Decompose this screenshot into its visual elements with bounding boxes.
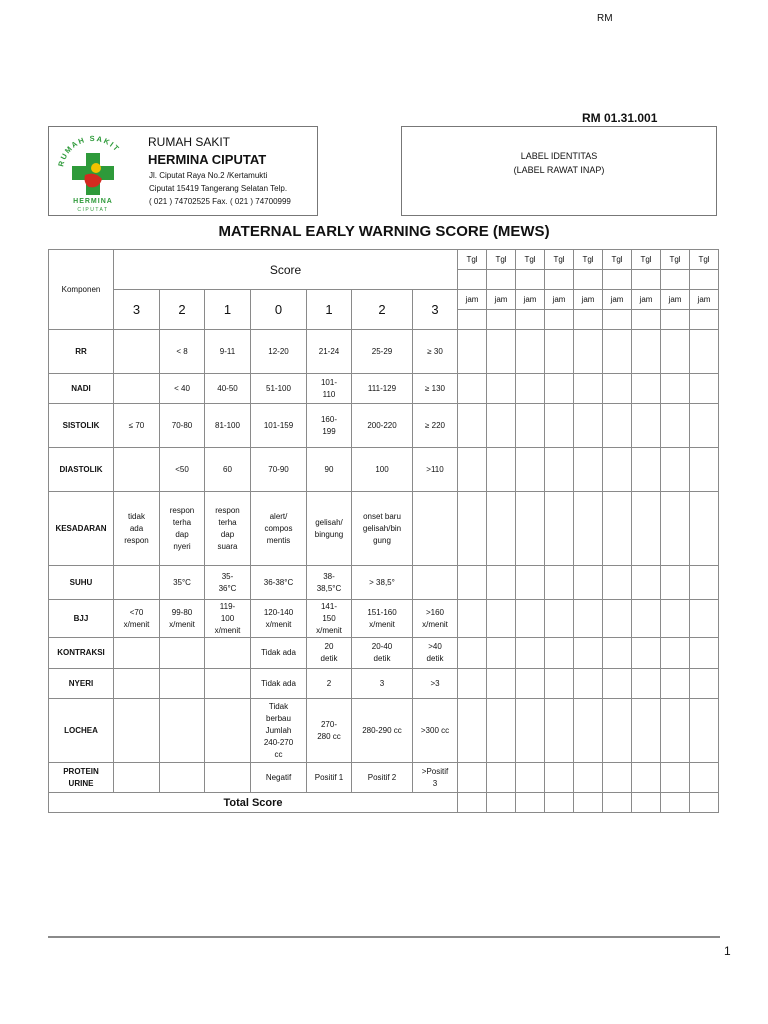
score-entry-cell[interactable]: [661, 669, 690, 699]
criteria-cell: 36-38°C: [251, 566, 307, 600]
score-entry-cell[interactable]: [690, 638, 719, 669]
score-value: 1: [307, 290, 352, 330]
score-entry-cell[interactable]: [487, 669, 516, 699]
criteria-cell: onset baru gelisah/bin gung: [352, 492, 413, 566]
tgl-input-cell[interactable]: [516, 270, 545, 290]
tgl-header: Tgl: [661, 250, 690, 270]
score-entry-cell[interactable]: [632, 763, 661, 793]
label-identitas: LABEL IDENTITAS: [520, 151, 598, 161]
komponen-label: SUHU: [49, 566, 114, 600]
score-entry-cell[interactable]: [632, 699, 661, 763]
score-entry-cell[interactable]: [545, 404, 574, 448]
criteria-cell: 160- 199: [307, 404, 352, 448]
score-entry-cell[interactable]: [487, 330, 516, 374]
criteria-cell: [160, 699, 205, 763]
score-entry-cell[interactable]: [545, 699, 574, 763]
score-entry-cell[interactable]: [458, 669, 487, 699]
criteria-cell: 151-160 x/menit: [352, 600, 413, 638]
criteria-cell: > 38,5°: [352, 566, 413, 600]
criteria-cell: 9-11: [205, 330, 251, 374]
criteria-cell: [205, 699, 251, 763]
score-entry-cell[interactable]: [545, 448, 574, 492]
tgl-input-cell[interactable]: [603, 270, 632, 290]
criteria-cell: Tidak berbau Jumlah 240-270 cc: [251, 699, 307, 763]
criteria-cell: [114, 448, 160, 492]
score-entry-cell[interactable]: [603, 492, 632, 566]
score-entry-cell[interactable]: [574, 330, 603, 374]
total-score-cell[interactable]: [545, 793, 574, 813]
jam-input-cell[interactable]: [574, 310, 603, 330]
score-entry-cell[interactable]: [574, 600, 603, 638]
svg-text:HERMINA: HERMINA: [73, 198, 113, 205]
total-score-cell[interactable]: [516, 793, 545, 813]
score-entry-cell[interactable]: [545, 566, 574, 600]
total-score-cell[interactable]: [603, 793, 632, 813]
score-entry-cell[interactable]: [458, 638, 487, 669]
tgl-input-cell[interactable]: [661, 270, 690, 290]
table-row: [49, 600, 719, 638]
score-entry-cell[interactable]: [545, 638, 574, 669]
criteria-cell: [205, 763, 251, 793]
page-number: 1: [724, 944, 731, 958]
score-entry-cell[interactable]: [458, 600, 487, 638]
criteria-cell: 90: [307, 448, 352, 492]
score-entry-cell[interactable]: [458, 566, 487, 600]
score-entry-cell[interactable]: [458, 448, 487, 492]
score-entry-cell[interactable]: [516, 638, 545, 669]
score-entry-cell[interactable]: [632, 600, 661, 638]
score-entry-cell[interactable]: [661, 638, 690, 669]
criteria-cell: ≥ 220: [413, 404, 458, 448]
komponen-label: LOCHEA: [49, 699, 114, 763]
criteria-cell: 141- 150 x/menit: [307, 600, 352, 638]
svg-text:RUMAH SAKIT: RUMAH SAKIT: [56, 133, 122, 168]
criteria-cell: [114, 699, 160, 763]
criteria-cell: Negatif: [251, 763, 307, 793]
header-row-tgl: [49, 250, 719, 270]
komponen-label: PROTEIN URINE: [49, 763, 114, 793]
jam-input-cell[interactable]: [661, 310, 690, 330]
jam-input-cell[interactable]: [458, 310, 487, 330]
total-score-cell[interactable]: [487, 793, 516, 813]
criteria-cell: [160, 638, 205, 669]
score-entry-cell[interactable]: [545, 492, 574, 566]
score-entry-cell[interactable]: [661, 330, 690, 374]
table-row: [49, 404, 719, 448]
criteria-cell: 270- 280 cc: [307, 699, 352, 763]
criteria-cell: >160 x/menit: [413, 600, 458, 638]
score-entry-cell[interactable]: [487, 448, 516, 492]
score-entry-cell[interactable]: [516, 330, 545, 374]
total-score-row: [49, 793, 719, 813]
criteria-cell: respon terha dap nyeri: [160, 492, 205, 566]
criteria-cell: 35°C: [160, 566, 205, 600]
criteria-cell: 3: [352, 669, 413, 699]
score-entry-cell[interactable]: [632, 669, 661, 699]
criteria-cell: 101- 110: [307, 374, 352, 404]
tgl-input-cell[interactable]: [487, 270, 516, 290]
score-entry-cell[interactable]: [690, 699, 719, 763]
header-row-scores: [49, 290, 719, 310]
hospital-header: [48, 126, 318, 216]
total-score-cell[interactable]: [632, 793, 661, 813]
score-entry-cell[interactable]: [661, 448, 690, 492]
table-row: [49, 699, 719, 763]
tgl-header: Tgl: [516, 250, 545, 270]
rm-top-label: RM: [597, 13, 613, 24]
criteria-cell: < 40: [160, 374, 205, 404]
jam-input-cell[interactable]: [516, 310, 545, 330]
criteria-cell: 101-159: [251, 404, 307, 448]
criteria-cell: ≥ 130: [413, 374, 458, 404]
criteria-cell: ≤ 70: [114, 404, 160, 448]
score-entry-cell[interactable]: [661, 763, 690, 793]
total-score-cell[interactable]: [574, 793, 603, 813]
komponen-label: BJJ: [49, 600, 114, 638]
score-entry-cell[interactable]: [632, 448, 661, 492]
criteria-cell: 12-20: [251, 330, 307, 374]
label-rawat-inap: (LABEL RAWAT INAP): [513, 165, 605, 175]
tgl-input-cell[interactable]: [458, 270, 487, 290]
tgl-input-cell[interactable]: [574, 270, 603, 290]
score-entry-cell[interactable]: [487, 763, 516, 793]
table-row: [49, 448, 719, 492]
table-row: [49, 374, 719, 404]
score-value: 3: [114, 290, 160, 330]
criteria-cell: [160, 669, 205, 699]
tgl-header: Tgl: [632, 250, 661, 270]
criteria-cell: tidak ada respon: [114, 492, 160, 566]
score-value: 0: [251, 290, 307, 330]
score-entry-cell[interactable]: [603, 600, 632, 638]
criteria-cell: [114, 638, 160, 669]
komponen-label: SISTOLIK: [49, 404, 114, 448]
jam-input-cell[interactable]: [603, 310, 632, 330]
score-entry-cell[interactable]: [661, 600, 690, 638]
criteria-cell: < 8: [160, 330, 205, 374]
criteria-cell: 100: [352, 448, 413, 492]
score-entry-cell[interactable]: [574, 374, 603, 404]
mews-table: [48, 249, 719, 813]
score-entry-cell[interactable]: [516, 492, 545, 566]
criteria-cell: respon terha dap suara: [205, 492, 251, 566]
score-entry-cell[interactable]: [661, 566, 690, 600]
criteria-cell: >3: [413, 669, 458, 699]
komponen-label: RR: [49, 330, 114, 374]
table-row: [49, 669, 719, 699]
score-heading: Score: [114, 250, 458, 290]
score-entry-cell[interactable]: [487, 404, 516, 448]
score-entry-cell[interactable]: [545, 763, 574, 793]
score-entry-cell[interactable]: [574, 492, 603, 566]
address-line: Ciputat 15419 Tangerang Selatan Telp.: [149, 184, 288, 193]
total-score-label: Total Score: [49, 793, 458, 813]
criteria-cell: gelisah/ bingung: [307, 492, 352, 566]
score-entry-cell[interactable]: [516, 448, 545, 492]
criteria-cell: >40 detik: [413, 638, 458, 669]
score-entry-cell[interactable]: [487, 600, 516, 638]
score-entry-cell[interactable]: [603, 669, 632, 699]
criteria-cell: Positif 1: [307, 763, 352, 793]
footer-divider: [48, 936, 720, 938]
score-entry-cell[interactable]: [574, 448, 603, 492]
criteria-cell: >110: [413, 448, 458, 492]
score-entry-cell[interactable]: [690, 330, 719, 374]
score-entry-cell[interactable]: [487, 638, 516, 669]
score-entry-cell[interactable]: [458, 374, 487, 404]
criteria-cell: 40-50: [205, 374, 251, 404]
score-entry-cell[interactable]: [516, 669, 545, 699]
address-line: Jl. Ciputat Raya No.2 /Kertamukti: [149, 171, 268, 180]
score-entry-cell[interactable]: [690, 566, 719, 600]
table-row: [49, 492, 719, 566]
tgl-header: Tgl: [603, 250, 632, 270]
score-entry-cell[interactable]: [661, 492, 690, 566]
criteria-cell: [160, 763, 205, 793]
jam-header: jam: [603, 290, 632, 310]
komponen-label: KESADARAN: [49, 492, 114, 566]
score-entry-cell[interactable]: [545, 374, 574, 404]
criteria-cell: [114, 330, 160, 374]
address-line: ( 021 ) 74702525 Fax. ( 021 ) 74700999: [149, 197, 291, 206]
score-entry-cell[interactable]: [516, 763, 545, 793]
criteria-cell: 38- 38,5°C: [307, 566, 352, 600]
score-entry-cell[interactable]: [545, 330, 574, 374]
jam-input-cell[interactable]: [545, 310, 574, 330]
jam-header: jam: [545, 290, 574, 310]
score-entry-cell[interactable]: [690, 669, 719, 699]
jam-input-cell[interactable]: [632, 310, 661, 330]
score-entry-cell[interactable]: [661, 404, 690, 448]
hospital-title: RUMAH SAKIT: [148, 135, 231, 149]
score-value: 3: [413, 290, 458, 330]
criteria-cell: 111-129: [352, 374, 413, 404]
jam-header: jam: [661, 290, 690, 310]
criteria-cell: 70-80: [160, 404, 205, 448]
tgl-input-cell[interactable]: [690, 270, 719, 290]
score-entry-cell[interactable]: [516, 566, 545, 600]
komponen-heading: Komponen: [49, 250, 114, 330]
tgl-header: Tgl: [487, 250, 516, 270]
score-entry-cell[interactable]: [603, 374, 632, 404]
criteria-cell: 280-290 cc: [352, 699, 413, 763]
score-value: 2: [160, 290, 205, 330]
criteria-cell: [413, 566, 458, 600]
score-entry-cell[interactable]: [632, 566, 661, 600]
score-entry-cell[interactable]: [690, 600, 719, 638]
komponen-label: NADI: [49, 374, 114, 404]
score-entry-cell[interactable]: [690, 374, 719, 404]
criteria-cell: 21-24: [307, 330, 352, 374]
total-score-cell[interactable]: [458, 793, 487, 813]
score-entry-cell[interactable]: [545, 669, 574, 699]
criteria-cell: <70 x/menit: [114, 600, 160, 638]
score-entry-cell[interactable]: [574, 699, 603, 763]
komponen-label: NYERI: [49, 669, 114, 699]
criteria-cell: 25-29: [352, 330, 413, 374]
jam-header: jam: [516, 290, 545, 310]
criteria-cell: [205, 669, 251, 699]
tgl-header: Tgl: [690, 250, 719, 270]
criteria-cell: 200-220: [352, 404, 413, 448]
score-entry-cell[interactable]: [574, 763, 603, 793]
komponen-label: DIASTOLIK: [49, 448, 114, 492]
score-entry-cell[interactable]: [690, 448, 719, 492]
jam-input-cell[interactable]: [690, 310, 719, 330]
criteria-cell: 20 detik: [307, 638, 352, 669]
score-entry-cell[interactable]: [458, 404, 487, 448]
criteria-cell: 119- 100 x/menit: [205, 600, 251, 638]
criteria-cell: Tidak ada: [251, 669, 307, 699]
criteria-cell: 51-100: [251, 374, 307, 404]
jam-header: jam: [690, 290, 719, 310]
score-entry-cell[interactable]: [516, 600, 545, 638]
criteria-cell: 99-80 x/menit: [160, 600, 205, 638]
score-entry-cell[interactable]: [632, 492, 661, 566]
score-entry-cell[interactable]: [574, 566, 603, 600]
score-entry-cell[interactable]: [574, 404, 603, 448]
criteria-cell: [205, 638, 251, 669]
score-value: 1: [205, 290, 251, 330]
score-entry-cell[interactable]: [603, 566, 632, 600]
criteria-cell: 70-90: [251, 448, 307, 492]
score-entry-cell[interactable]: [458, 330, 487, 374]
score-entry-cell[interactable]: [690, 763, 719, 793]
criteria-cell: 20-40 detik: [352, 638, 413, 669]
criteria-cell: 60: [205, 448, 251, 492]
criteria-cell: 2: [307, 669, 352, 699]
table-row: [49, 638, 719, 669]
criteria-cell: Positif 2: [352, 763, 413, 793]
tgl-header: Tgl: [545, 250, 574, 270]
table-row: [49, 566, 719, 600]
score-entry-cell[interactable]: [690, 492, 719, 566]
table-row: [49, 763, 719, 793]
jam-header: jam: [574, 290, 603, 310]
tgl-header: Tgl: [574, 250, 603, 270]
score-entry-cell[interactable]: [458, 492, 487, 566]
score-entry-cell[interactable]: [603, 699, 632, 763]
criteria-cell: 35- 36°C: [205, 566, 251, 600]
form-title: MATERNAL EARLY WARNING SCORE (MEWS): [218, 223, 550, 240]
criteria-cell: Tidak ada: [251, 638, 307, 669]
svg-text:CIPUTAT: CIPUTAT: [77, 207, 109, 213]
score-entry-cell[interactable]: [574, 669, 603, 699]
jam-header: jam: [458, 290, 487, 310]
score-entry-cell[interactable]: [603, 763, 632, 793]
score-value: 2: [352, 290, 413, 330]
score-entry-cell[interactable]: [632, 404, 661, 448]
score-entry-cell[interactable]: [458, 699, 487, 763]
score-entry-cell[interactable]: [603, 404, 632, 448]
tgl-input-cell[interactable]: [545, 270, 574, 290]
criteria-cell: >300 cc: [413, 699, 458, 763]
criteria-cell: 120-140 x/menit: [251, 600, 307, 638]
criteria-cell: <50: [160, 448, 205, 492]
criteria-cell: ≥ 30: [413, 330, 458, 374]
komponen-label: KONTRAKSI: [49, 638, 114, 669]
criteria-cell: alert/ compos mentis: [251, 492, 307, 566]
jam-header: jam: [632, 290, 661, 310]
criteria-cell: [114, 374, 160, 404]
tgl-header: Tgl: [458, 250, 487, 270]
total-score-cell[interactable]: [661, 793, 690, 813]
patient-label-box: [401, 126, 717, 216]
hospital-name: HERMINA CIPUTAT: [148, 152, 267, 167]
score-entry-cell[interactable]: [574, 638, 603, 669]
score-entry-cell[interactable]: [487, 699, 516, 763]
table-row: [49, 330, 719, 374]
jam-header: jam: [487, 290, 516, 310]
jam-input-cell[interactable]: [487, 310, 516, 330]
score-entry-cell[interactable]: [661, 374, 690, 404]
score-entry-cell[interactable]: [690, 404, 719, 448]
score-entry-cell[interactable]: [516, 374, 545, 404]
score-entry-cell[interactable]: [661, 699, 690, 763]
criteria-cell: [413, 492, 458, 566]
score-entry-cell[interactable]: [487, 374, 516, 404]
score-entry-cell[interactable]: [516, 699, 545, 763]
hermina-logo: [55, 131, 131, 213]
score-entry-cell[interactable]: [632, 638, 661, 669]
criteria-cell: [114, 763, 160, 793]
score-entry-cell[interactable]: [458, 763, 487, 793]
criteria-cell: >Positif 3: [413, 763, 458, 793]
tgl-input-cell[interactable]: [632, 270, 661, 290]
criteria-cell: [114, 669, 160, 699]
rm-code: RM 01.31.001: [582, 111, 658, 125]
criteria-cell: [114, 566, 160, 600]
score-entry-cell[interactable]: [603, 638, 632, 669]
score-entry-cell[interactable]: [603, 330, 632, 374]
score-entry-cell[interactable]: [603, 448, 632, 492]
score-entry-cell[interactable]: [487, 492, 516, 566]
score-entry-cell[interactable]: [632, 374, 661, 404]
score-entry-cell[interactable]: [487, 566, 516, 600]
criteria-cell: 81-100: [205, 404, 251, 448]
total-score-cell[interactable]: [690, 793, 719, 813]
score-entry-cell[interactable]: [516, 404, 545, 448]
score-entry-cell[interactable]: [545, 600, 574, 638]
score-entry-cell[interactable]: [632, 330, 661, 374]
